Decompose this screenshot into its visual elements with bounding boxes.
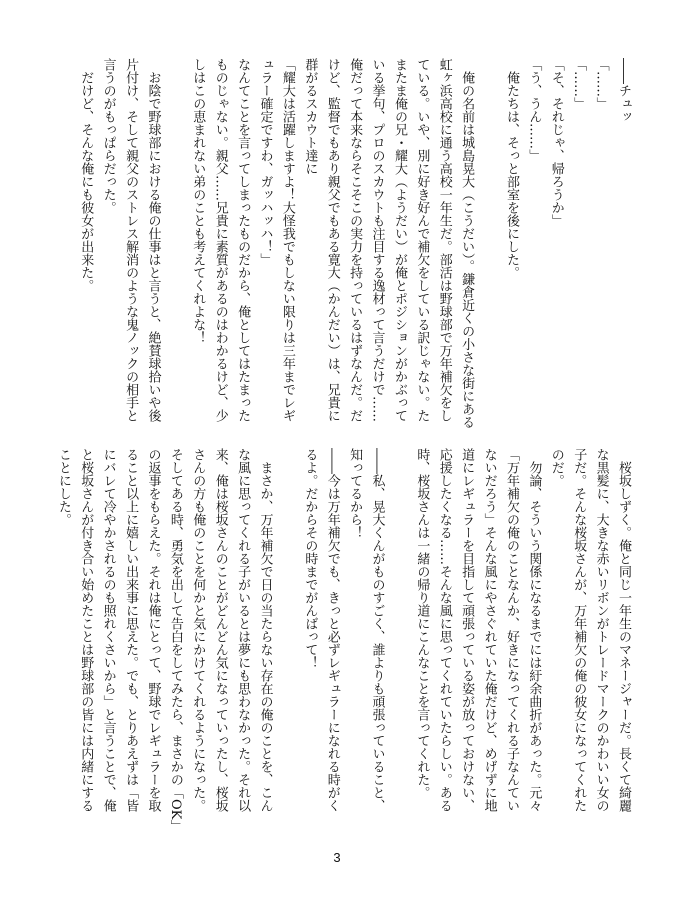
text-line [276, 448, 298, 843]
text-line: ている。いや、別に好き好んで補欠をしている訳じゃない。た [414, 58, 430, 422]
text-line: 言うのがもっぱらだった。 [100, 58, 116, 214]
text-line: またま俺の兄・耀大（ようだい）が俺とポジションがかぶって [391, 58, 407, 422]
text-line: 応援したくなる……そんな風に思ってくれていたらしい。ある [436, 448, 452, 812]
text-line: そしてある時、勇気を出して告白をしてみたら、まさかの「OK」 [167, 448, 183, 833]
text-line: と桜坂さんが付き合い始めたことは野球部の皆には内緒にする [78, 448, 94, 812]
text-line [477, 58, 499, 358]
text-line: 来、俺は桜坂さんのことがどんどん気になっていったし、桜坂 [212, 448, 228, 812]
text-line: の返事をもらえた。それは俺にとって、野球でレギュラーを取 [145, 448, 161, 812]
text-line: なんてことを言ってしまったものだから、俺としてはたまった [235, 58, 251, 422]
text-line: 勿論、そういう関係になるまでには紆余曲折があった。元々 [526, 448, 542, 812]
text-line: ること以上に嬉しい出来事に思えた。でも、とりあえずは「皆 [123, 448, 139, 812]
text-line: 俺だって本来ならそこそこの実力を持っているはずなんだ。だ [347, 58, 363, 422]
text-line: ことにした。 [55, 448, 71, 526]
text-block-bottom [51, 448, 634, 843]
text-line: ――私、晃大くんがものすごく、誰よりも頑張っていること、 [369, 448, 385, 812]
text-line: 桜坂しずく。俺と同じ一年生のマネージャーだ。長くて綺麗 [616, 448, 631, 812]
text-line: 俺の名前は城島晃大（こうだい）。鎌倉近くの小さな街にある [459, 58, 475, 429]
text-line: 片付け、そして親父のストレス解消のような鬼ノックの相手と [123, 58, 139, 422]
text-line: 「万年補欠の俺のことなんか、好きになってくれる子なんてい [503, 448, 519, 812]
text-line: けど、監督でもあり親父でもある寛大（かんだい）は、兄貴に [324, 58, 340, 422]
text-line: 「……」 [593, 58, 609, 110]
text-block-top [74, 58, 634, 429]
page-number: 3 [333, 850, 341, 865]
text-line: いる挙句、プロのスカウトも注目する逸材って言うだけで…… [369, 58, 385, 422]
text-line: ュラー確定ですわ、ガッハッハ！」 [257, 58, 273, 266]
text-line: 俺たちは、そっと部室を後にした。 [503, 58, 519, 279]
text-line: ――今は万年補欠でも、きっと必ずレギュラーになれる時がく [324, 448, 340, 812]
text-line: のだ。 [548, 448, 564, 487]
text-line: 子だ。そんな桜坂さんが、万年補欠の俺の彼女になってくれた [571, 448, 587, 812]
text-line [163, 58, 185, 358]
text-line: 知ってるから！ [347, 448, 363, 539]
text-line: 「う、うん……」 [526, 58, 542, 162]
text-line: だけど、そんな俺にも彼女が出来た。 [78, 58, 94, 292]
text-line: 時、桜坂さんは一緒の帰り道にこんなことを言ってくれた。 [414, 448, 430, 799]
text-line: まさか、万年補欠で日の当たらない存在の俺のことを、こん [257, 448, 273, 812]
text-line: 「……」 [571, 58, 587, 110]
text-line: ――チュッ [616, 58, 631, 123]
text-line: 「そ、それじゃ、帰ろうか」 [548, 58, 564, 227]
text-line: ないだろう」そんな風にやさぐれていた俺だけど、めげずに地 [481, 448, 497, 812]
text-line: な黒髪に、大きな赤いリボンがトレードマークのかわいい女の [593, 448, 609, 812]
text-line [388, 448, 410, 843]
text-line: しはこの恵まれない弟のことも考えてくれよな！ [190, 58, 206, 344]
text-line: な風に思ってくれる子がいるとは夢にも思わなかった。それ以 [235, 448, 251, 812]
text-line: 群がるスカウト達に [302, 58, 318, 175]
text-line: お陰で野球部における俺の仕事はと言うと、絶賛球拾いや後 [145, 58, 161, 422]
text-line: 虹ヶ浜高校に通う高校一年生だ。部活は野球部で万年補欠をし [436, 58, 452, 422]
text-line: さんの方も俺のことを何かと気にかけてくれるようになった。 [190, 448, 206, 812]
text-line: 道にレギュラーを目指して頑張っている姿が放っておけない、 [459, 448, 475, 812]
text-line: ものじゃない。親父……兄貴に素質があるのはわかるけど、少 [212, 58, 228, 422]
text-line: 「耀大は活躍しますよ！大怪我でもしない限りは三年までレギ [279, 58, 295, 422]
text-line: にバレて冷やかされるのも照れくさいから」と言うことで、俺 [100, 448, 116, 812]
text-line: るよ。だからその時までがんばって！ [302, 448, 318, 669]
